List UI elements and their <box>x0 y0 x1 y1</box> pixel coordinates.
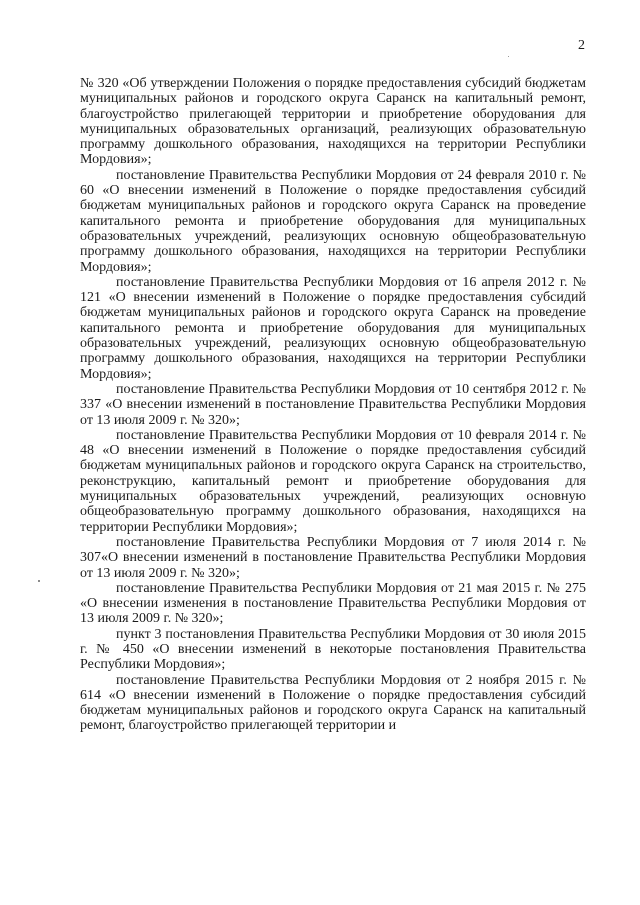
paragraph: постановление Правительства Республики Мордовия от 10 сентября 2012 г. № 337 «О внесении изменений в постановление Правительства Республики Мордовия от 13 июля 2009 г. № 320»; <box>80 381 586 428</box>
paragraph: постановление Правительства Республики Мордовия от 10 февраля 2014 г. № 48 «О внесении изменений в Положение о порядке предоставления субсидий бюджетам муниципальных районов и городского округа Саранск на строительство, реконструкцию, капитальный ремонт и приобретение оборудования для муниципальных образовательных учреждений, реализующих основную общеобразовательную программу дошкольного образования, находящихся на территории Республики Мордовия»; <box>80 427 586 535</box>
paragraph: постановление Правительства Республики Мордовия от 21 мая 2015 г. № 275 «О внесении изменения в постановление Правительства Республики Мордовия от 13 июля 2009 г. № 320»; <box>80 580 586 627</box>
page-number: 2 <box>578 38 585 53</box>
scan-artifact <box>508 56 509 57</box>
paragraph: постановление Правительства Республики Мордовия от 7 июля 2014 г. № 307«О внесении изменений в постановление Правительства Республики Мордовия от 13 июля 2009 г. № 320»; <box>80 534 586 581</box>
paragraph: № 320 «Об утверждении Положения о порядке предоставления субсидий бюджетам муниципальных районов и городского округа Саранск на капитальный ремонт, благоустройство прилегающей территории и приобретение оборудования для муниципальных образовательных организаций, реализующих образовательную программу дошкольного образования, находящихся на территории Республики Мордовия»; <box>80 76 586 168</box>
paragraph: постановление Правительства Республики Мордовия от 24 февраля 2010 г. № 60 «О внесении изменений в Положение о порядке предоставления субсидий бюджетам муниципальных районов и городского округа Саранск на проведение капитального ремонта и приобретение оборудования для муниципальных образовательных учреждений, реализующих основную общеобразовательную программу дошкольного образования, находящихся на территории Республики Мордовия»; <box>80 167 586 275</box>
document-body <box>80 76 586 734</box>
paragraph: пункт 3 постановления Правительства Республики Мордовия от 30 июля 2015 г. № 450 «О внесении изменений в некоторые постановления Правительства Республики Мордовия»; <box>80 626 586 673</box>
paragraph: постановление Правительства Республики Мордовия от 16 апреля 2012 г. № 121 «О внесении изменений в Положение о порядке предоставления субсидий бюджетам муниципальных районов и городского округа Саранск на проведение капитального ремонта и приобретение оборудования для муниципальных образовательных учреждений, реализующих основную общеобразовательную программу дошкольного образования, находящихся на территории Республики Мордовия»; <box>80 274 586 382</box>
scan-artifact <box>38 580 40 582</box>
paragraph: постановление Правительства Республики Мордовия от 2 ноября 2015 г. № 614 «О внесении изменений в Положение о порядке предоставления субсидий бюджетам муниципальных районов и городского округа Саранск на капитальный ремонт, благоустройство прилегающей территории и <box>80 672 586 734</box>
